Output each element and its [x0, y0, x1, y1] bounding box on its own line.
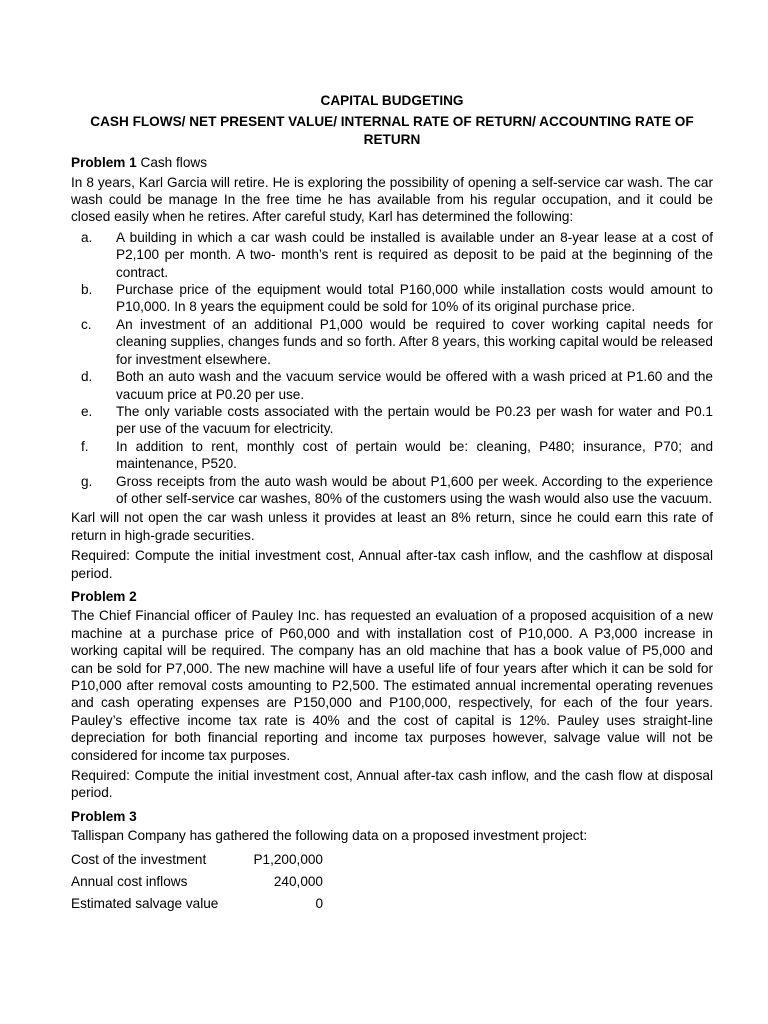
- problem-1-topic: Cash flows: [136, 155, 207, 171]
- problem-2-heading: [71, 588, 713, 605]
- list-item: [71, 281, 713, 316]
- table-row-value: 240,000: [273, 873, 323, 889]
- problem-3-intro: Tallispan Company has gathered the following data on a proposed investment project:: [71, 828, 588, 844]
- list-item-letter: g.: [81, 473, 93, 489]
- problem-1-intro: In 8 years, Karl Garcia will retire. He is exploring the possibility of opening a self-service car wash. The car wash could be manage In the free time he has available from his regular occupation, and it could be closed easily when he retires. After careful study, Karl has determined the following:: [71, 174, 713, 225]
- list-item-letter: a.: [81, 229, 93, 245]
- problem-1-closing: Karl will not open the car wash unless it provides at least an 8% return, since he could earn this rate of return in high-grade securities.: [71, 510, 713, 543]
- list-item-text: The only variable costs associated with the pertain would be P0.23 per wash for water and P0.1 per use of the vacuum for electricity.: [116, 403, 713, 437]
- table-row-label: Annual cost inflows: [71, 873, 188, 889]
- list-item-letter: c.: [81, 316, 92, 332]
- table-row-label: Cost of the investment: [71, 851, 207, 867]
- list-item-text: Both an auto wash and the vacuum service would be offered with a wash priced at P1.60 and the vacuum price at P0.20 per use.: [116, 369, 713, 402]
- problem-2-label: Problem 2: [71, 588, 137, 604]
- list-item-letter: b.: [81, 282, 93, 298]
- problem-3-data-table: [71, 849, 713, 915]
- list-item-letter: d.: [81, 369, 93, 385]
- list-item-letter: f.: [81, 438, 89, 454]
- table-row: [71, 893, 713, 915]
- document-title: CAPITAL BUDGETING: [320, 93, 464, 108]
- problem-1-list: [71, 229, 713, 508]
- list-item-text: In addition to rent, monthly cost of pertain would be: cleaning, P480; insurance, P70; and maintenance, P520.: [116, 438, 713, 472]
- list-item: [71, 316, 713, 368]
- problem-2-required: Required: Compute the initial investment cost, Annual after-tax cash inflow, and the cash flow at disposal period.: [71, 768, 713, 801]
- problem-1-required: Required: Compute the initial investment cost, Annual after-tax cash inflow, and the cashflow at disposal period.: [71, 548, 713, 581]
- document-subtitle: CASH FLOWS/ NET PRESENT VALUE/ INTERNAL RATE OF RETURN/ ACCOUNTING RATE OF RETURN: [90, 114, 694, 147]
- table-row: [71, 849, 713, 871]
- list-item-text: Gross receipts from the auto wash would be about P1,600 per week. According to the experience of other self-service car washes, 80% of the customers using the wash would also use the vacuum.: [116, 473, 713, 506]
- list-item-letter: e.: [81, 403, 93, 419]
- problem-3-label: Problem 3: [71, 808, 137, 824]
- problem-1-label: Problem 1: [71, 155, 137, 171]
- list-item: [71, 368, 713, 403]
- document-content: [71, 92, 713, 915]
- list-item: [71, 229, 713, 281]
- table-row-value: 0: [315, 895, 323, 911]
- list-item: [71, 403, 713, 438]
- problem-1-heading: [71, 154, 713, 171]
- problem-3-heading: [71, 808, 713, 825]
- list-item-text: Purchase price of the equipment would total P160,000 while installation costs would amount to P10,000. In 8 years the equipment could be sold for 10% of its original purchase price.: [116, 282, 713, 315]
- list-item-text: An investment of an additional P1,000 would be required to cover working capital needs for cleaning supplies, changes funds and so forth. After 8 years, this working capital would be released for investment elsewhere.: [116, 316, 713, 367]
- table-row: [71, 871, 713, 893]
- table-row-label: Estimated salvage value: [71, 895, 219, 911]
- table-row-value: P1,200,000: [253, 851, 323, 867]
- problem-2-body: The Chief Financial officer of Pauley Inc. has requested an evaluation of a proposed acquisition of a new machine at a purchase price of P60,000 and with installation cost of P10,000. A P3,000 increase in working capital will be required. The company has an old machine that has a book value of P5,000 and can be sold for P7,000. The new machine will have a useful life of four years after which it can be sold for P10,000 after removal costs amounting to P2,500. The estimated annual incremental operating revenues and cash operating expenses are P150,000 and P100,000, respectively, for each of the four years. Pauley’s effective income tax rate is 40% and the cost of capital is 12%. Pauley uses straight-line depreciation for both financial reporting and income tax purposes however, salvage value will not be considered for income tax purposes.: [71, 608, 713, 763]
- list-item-text: A building in which a car wash could be installed is available under an 8-year lease at a cost of P2,100 per month. A two- month’s rent is required as deposit to be paid at the beginning of the contract.: [116, 229, 713, 280]
- list-item: [71, 473, 713, 508]
- list-item: [71, 438, 713, 473]
